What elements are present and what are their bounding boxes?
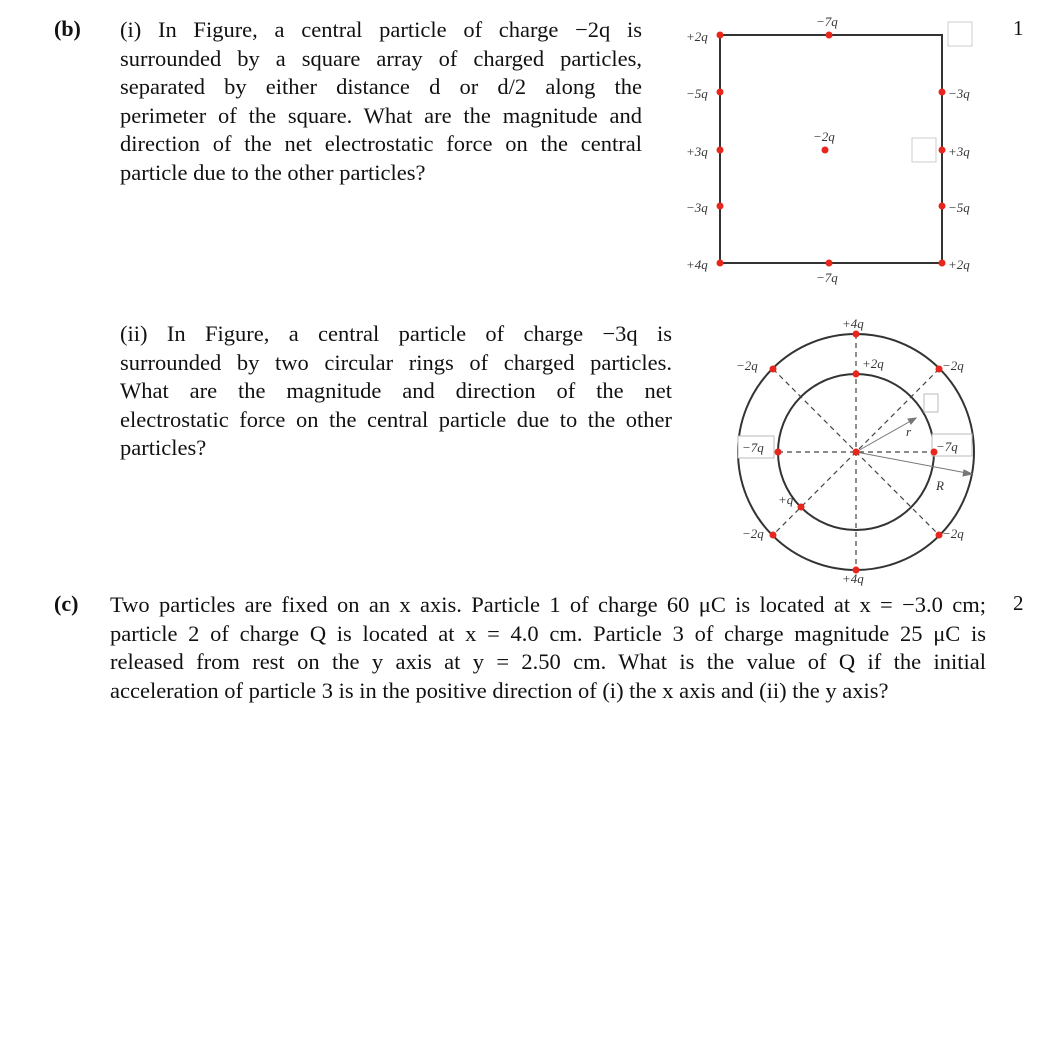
text-line: released from rest on the y axis at y = 2.50 cm. What is the value of Q if the initial bbox=[110, 649, 986, 675]
blank-box bbox=[924, 394, 938, 412]
charge-point bbox=[717, 260, 724, 267]
text-line: direction of the net electrostatic force on the central bbox=[120, 131, 642, 157]
charge-label: +4q bbox=[686, 257, 708, 272]
charge-label: −5q bbox=[686, 86, 708, 101]
charge-label: +q bbox=[778, 492, 794, 507]
charge-point bbox=[853, 331, 860, 338]
charge-point bbox=[853, 371, 860, 378]
charge-label: +2q bbox=[686, 29, 708, 44]
charge-point bbox=[939, 147, 946, 154]
charge-point bbox=[717, 147, 724, 154]
charge-point bbox=[770, 366, 777, 373]
blank-box bbox=[912, 138, 936, 162]
text-line: surrounded by a square array of charged particles, bbox=[120, 45, 642, 71]
charge-point bbox=[826, 260, 833, 267]
text-line: particles? bbox=[120, 435, 207, 461]
square-outline bbox=[720, 35, 942, 263]
text-line: particle 2 of charge Q is located at x = 4.0 cm. Particle 3 of charge magnitude 25 μC is bbox=[110, 620, 986, 646]
text-line: acceleration of particle 3 is in the positive direction of (i) the x axis and (ii) the y axis? bbox=[110, 677, 889, 703]
text-line: particle due to the other particles? bbox=[120, 159, 426, 185]
arrowhead bbox=[963, 470, 972, 476]
radius-label: r bbox=[906, 424, 912, 439]
charge-label: −3q bbox=[948, 86, 970, 101]
charge-label: +4q bbox=[842, 316, 864, 331]
charge-point bbox=[939, 89, 946, 96]
charge-point bbox=[717, 32, 724, 39]
text-line: electrostatic force on the central particle due to the other bbox=[120, 406, 672, 432]
charge-label: −7q bbox=[742, 440, 764, 455]
charge-label: −7q bbox=[936, 439, 958, 454]
charge-point bbox=[939, 203, 946, 210]
charge-label: −2q bbox=[742, 526, 764, 541]
charge-point bbox=[822, 147, 829, 154]
charge-label: −2q bbox=[942, 526, 964, 541]
text-line: surrounded by two circular rings of charged particles. bbox=[120, 349, 672, 375]
charge-label: −7q bbox=[816, 270, 838, 285]
charge-label: +3q bbox=[948, 144, 970, 159]
charge-point bbox=[770, 532, 777, 539]
charge-label: +2q bbox=[862, 356, 884, 371]
charge-label: +4q bbox=[842, 571, 864, 586]
question-b-part-i-text bbox=[120, 16, 642, 188]
charge-label: −2q bbox=[736, 358, 758, 373]
text-line: What are the magnitude and direction of the net bbox=[120, 378, 672, 404]
charge-point bbox=[717, 203, 724, 210]
text-line: Two particles are fixed on an x axis. Particle 1 of charge 60 μC is located at x = −3.0 cm; bbox=[110, 592, 986, 617]
charge-label: −3q bbox=[686, 200, 708, 215]
rings-figure bbox=[720, 310, 1000, 590]
charge-label: −2q bbox=[942, 358, 964, 373]
radius-label: R bbox=[936, 478, 944, 493]
question-b-part-ii-text bbox=[120, 320, 672, 463]
question-c-text bbox=[110, 591, 986, 705]
charge-point bbox=[853, 449, 860, 456]
blank-box bbox=[948, 22, 972, 46]
charge-point bbox=[717, 89, 724, 96]
question-b-label: (b) bbox=[54, 16, 81, 41]
square-array-figure bbox=[670, 10, 1000, 300]
text-line: (ii) In Figure, a central particle of charge −3q is bbox=[120, 321, 672, 346]
charge-label: −2q bbox=[813, 129, 835, 144]
charge-point bbox=[798, 504, 805, 511]
charge-label: −5q bbox=[948, 200, 970, 215]
charge-label: −7q bbox=[816, 14, 838, 29]
charge-point bbox=[775, 449, 782, 456]
charge-point bbox=[826, 32, 833, 39]
charge-point bbox=[939, 260, 946, 267]
text-line: (i) In Figure, a central particle of charge −2q is bbox=[120, 17, 642, 42]
question-c-marks: 2 bbox=[1013, 591, 1024, 615]
text-line: separated by either distance d or d/2 along the bbox=[120, 74, 642, 100]
question-c-label: (c) bbox=[54, 591, 79, 616]
question-b-marks: 1 bbox=[1013, 16, 1024, 40]
charge-label: +3q bbox=[686, 144, 708, 159]
text-line: perimeter of the square. What are the magnitude and bbox=[120, 102, 642, 128]
charge-label: +2q bbox=[948, 257, 970, 272]
